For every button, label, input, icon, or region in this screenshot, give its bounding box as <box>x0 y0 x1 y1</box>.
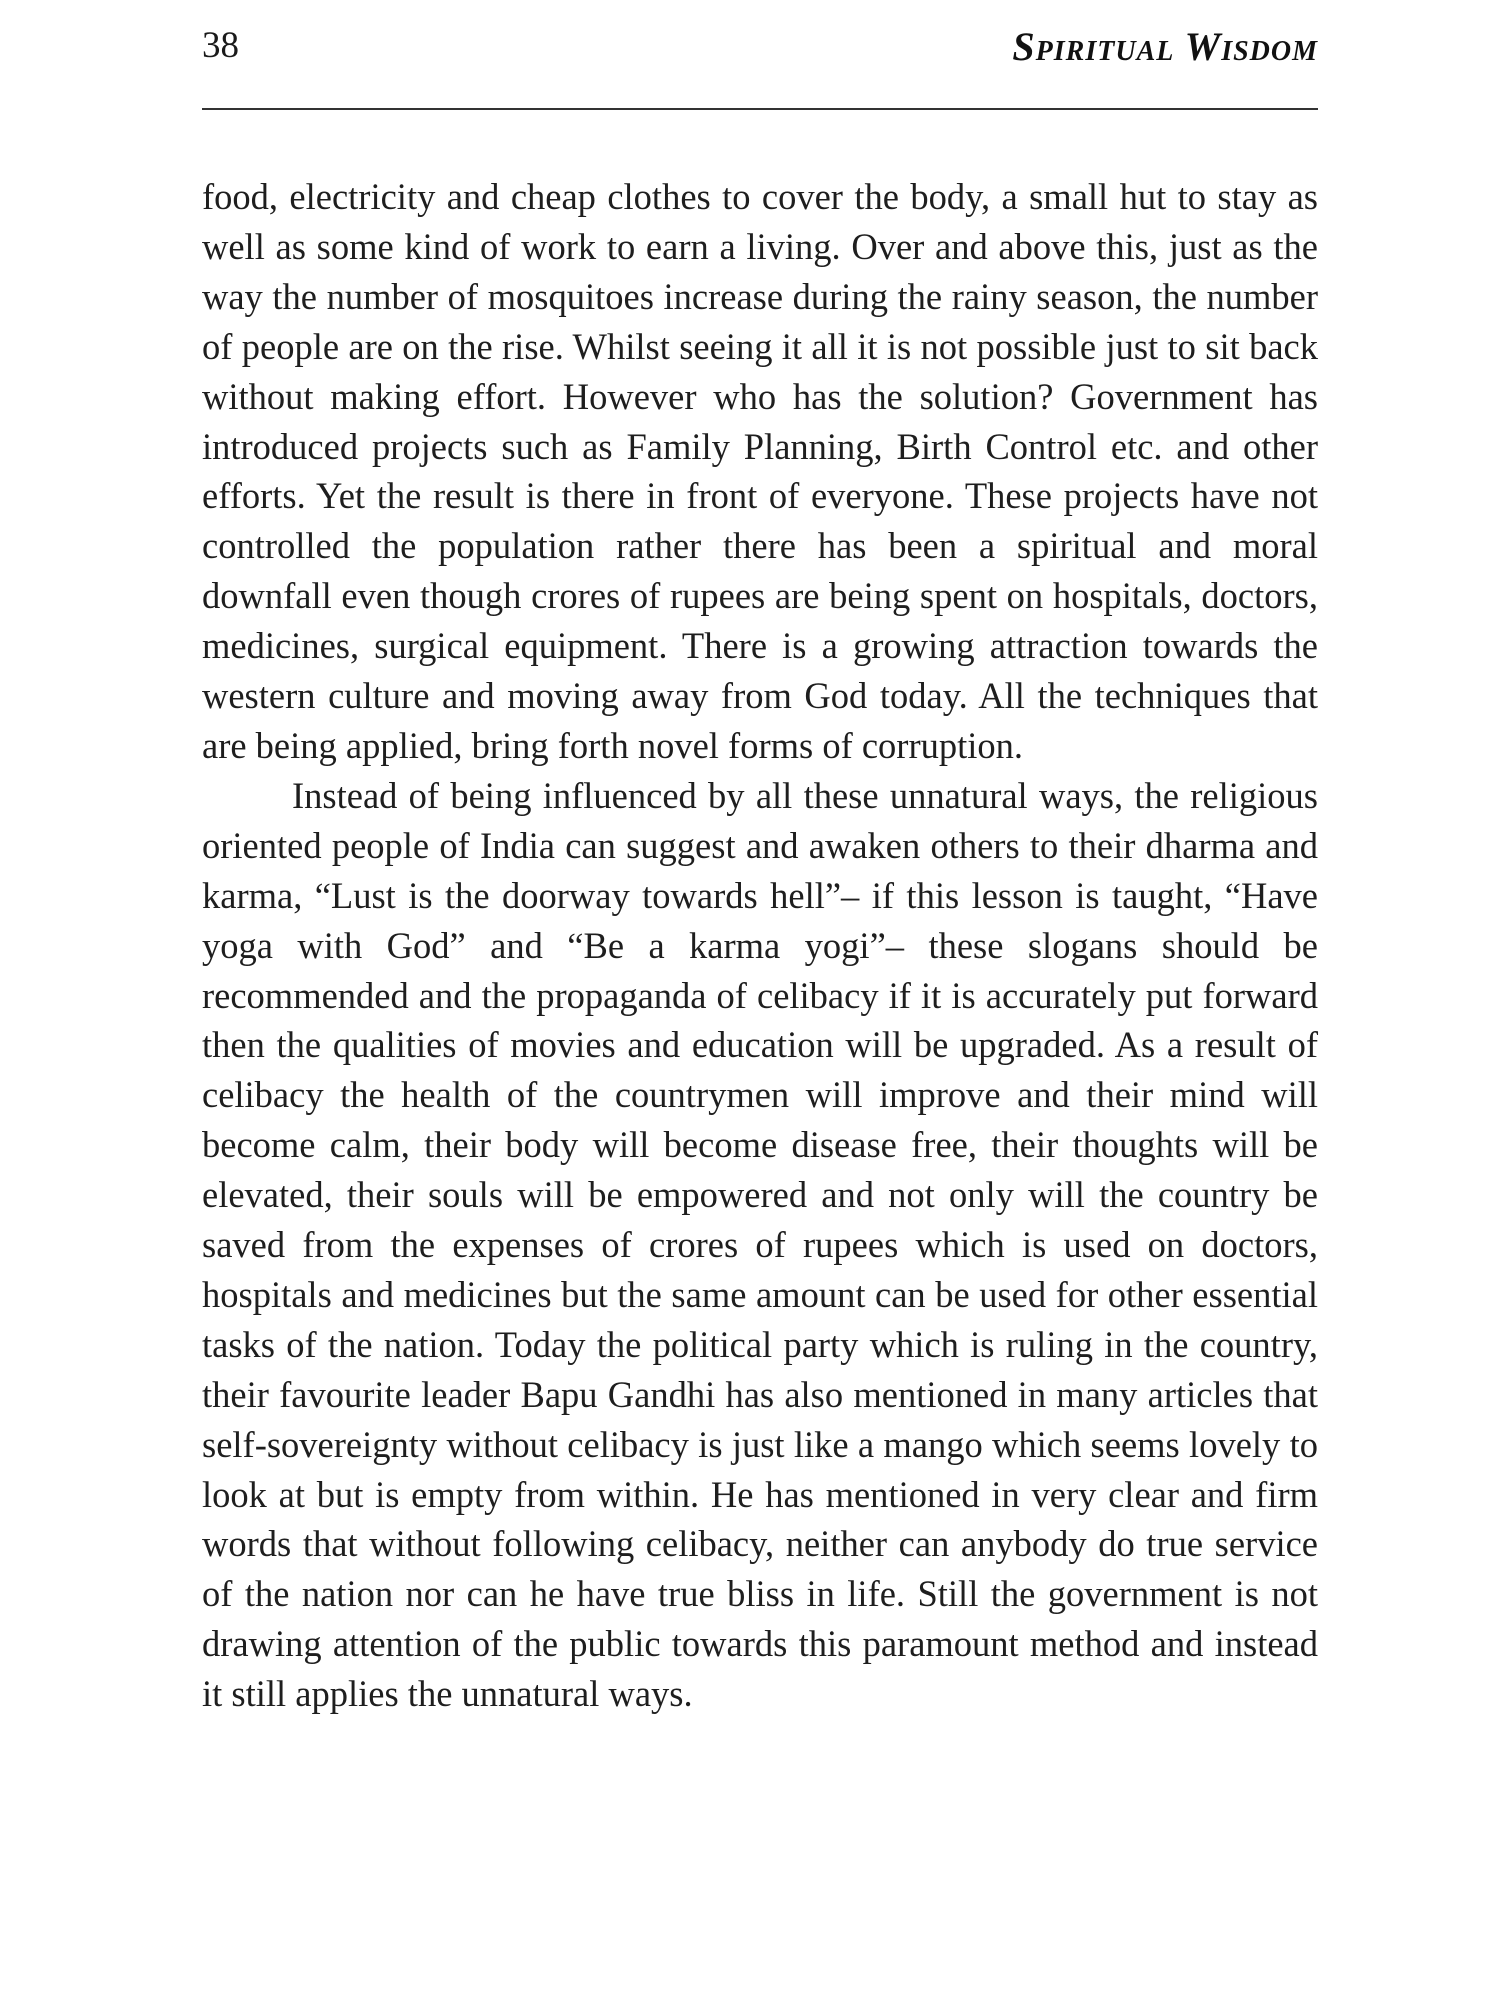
header-rule <box>202 108 1318 110</box>
running-head <box>202 18 1318 82</box>
paragraph-2: Instead of being influenced by all these unnatural ways, the religious oriented people of India can suggest and awaken others to their dharma and karma, “Lust is the doorway towards hell”– if this lesson is taught, “Have yoga with God” and “Be a karma yogi”– these slogans should be recommended and the propaganda of celibacy if it is accurately put forward then the qualities of movies and education will be upgraded. As a result of celibacy the health of the countrymen will improve and their mind will become calm, their body will become disease free, their thoughts will be elevated, their souls will be empowered and not only will the country be saved from the expenses of crores of rupees which is used on doctors, hospitals and medicines but the same amount can be used for other essential tasks of the nation. Today the political party which is ruling in the country, their favourite leader Bapu Gandhi has also mentioned in many articles that self-sovereignty without celibacy is just like a mango which seems lovely to look at but is empty from within. He has mentioned in very clear and firm words that without following celibacy, neither can anybody do true service of the nation nor can he have true bliss in life. Still the government is not drawing attention of the public towards this paramount method and instead it still applies the unnatural ways. <box>202 774 1318 1715</box>
book-title: Spiritual Wisdom <box>1012 24 1318 69</box>
body-text <box>202 172 1318 1719</box>
paragraph-1: food, electricity and cheap clothes to cover the body, a small hut to stay as well as some kind of work to earn a living. Over and above this, just as the way the number of mosquitoes increase during the rainy season, the number of people are on the rise. Whilst seeing it all it is not possible just to sit back without making effort. However who has the solution? Government has introduced projects such as Family Planning, Birth Control etc. and other efforts. Yet the result is there in front of everyone. These projects have not controlled the population rather there has been a spiritual and moral downfall even though crores of rupees are being spent on hospitals, doctors, medicines, surgical equipment. There is a growing attraction towards the western culture and moving away from God today. All the techniques that are being applied, bring forth novel forms of corruption. <box>202 176 1318 766</box>
book-page <box>202 0 1318 2000</box>
page-number: 38 <box>202 25 239 66</box>
